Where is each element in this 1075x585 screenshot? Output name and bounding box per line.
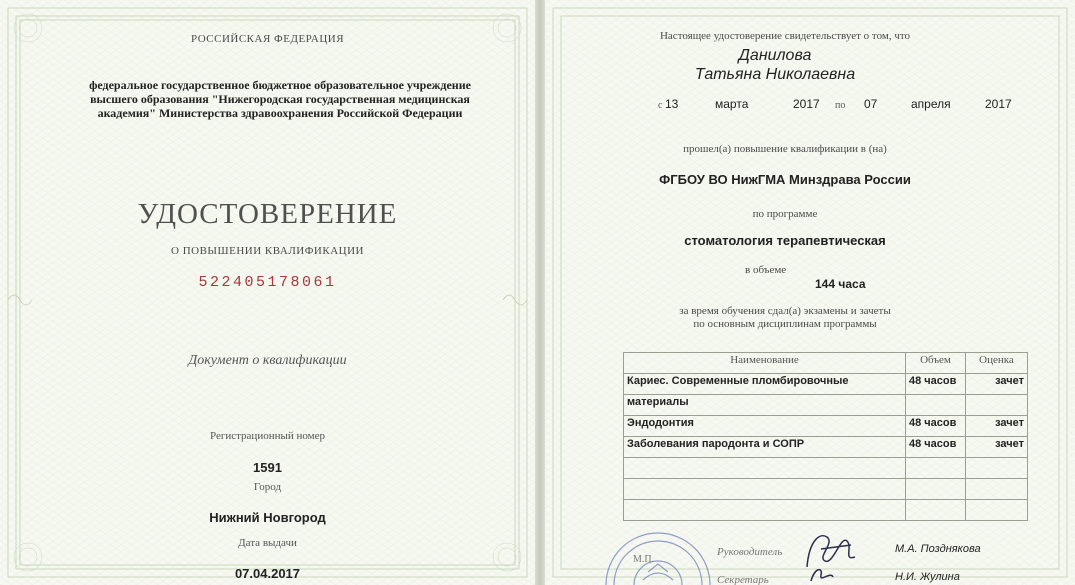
head-name: М.А. Позднякова <box>895 543 981 555</box>
column-header-name: Наименование <box>624 353 906 374</box>
subject-name: Эндодонтия <box>624 416 906 437</box>
registration-number: 1591 <box>253 460 282 475</box>
table-header-row <box>624 353 1028 374</box>
subject-grade <box>966 479 1028 500</box>
left-page <box>0 0 535 585</box>
table-row <box>624 416 1028 437</box>
document-subtitle: О ПОВЫШЕНИИ КВАЛИФИКАЦИИ <box>171 245 364 257</box>
document-serial-number: 522405178061 <box>198 274 337 291</box>
issue-date: 07.04.2017 <box>234 566 301 581</box>
country-heading: РОССИЙСКАЯ ФЕДЕРАЦИЯ <box>190 33 345 45</box>
institution-name: федеральное государственное бюджетное образовательное учреждение высшего образования "Нижегородская государственная медицинская академия" Министерства здравоохранения Российской Федерации <box>89 78 471 120</box>
secretary-signature <box>807 565 837 585</box>
table-row <box>624 458 1028 479</box>
completed-text: прошел(а) повышение квалификации в (на) <box>683 143 887 155</box>
subject-hours: 48 часов <box>906 416 966 437</box>
document-title: УДОСТОВЕРЕНИЕ <box>137 198 398 230</box>
subject-grade: зачет <box>966 416 1028 437</box>
secretary-label: Секретарь <box>717 574 769 585</box>
subjects-table <box>623 352 1028 521</box>
subject-grade <box>966 500 1028 521</box>
exams-text-line-2: по основным дисциплинам программы <box>693 318 877 330</box>
subject-hours <box>906 395 966 416</box>
secretary-name: Н.И. Жулина <box>895 571 960 583</box>
subject-name <box>624 458 906 479</box>
training-organization: ФГБОУ ВО НижГМА Минздрава России <box>659 172 911 187</box>
column-header-volume: Объем <box>906 353 966 374</box>
date-from-month: марта <box>715 97 749 111</box>
subject-hours: 48 часов <box>906 437 966 458</box>
subject-name <box>624 479 906 500</box>
issue-date-label: Дата выдачи <box>238 537 297 549</box>
subject-grade: зачет <box>966 374 1028 395</box>
certifies-text: Настоящее удостоверение свидетельствует о том, что <box>659 30 911 42</box>
date-from-day: 13 <box>665 97 679 111</box>
registration-number-label: Регистрационный номер <box>209 430 326 442</box>
date-to-year: 2017 <box>985 97 1012 111</box>
subject-grade <box>966 395 1028 416</box>
head-label: Руководитель <box>717 546 783 558</box>
holder-last-name: Данилова <box>738 47 812 64</box>
city-value: Нижний Новгород <box>209 510 326 525</box>
volume-label: в объеме <box>745 264 787 276</box>
subject-grade: зачет <box>966 437 1028 458</box>
city-label: Город <box>253 481 282 493</box>
subject-name: Заболевания пародонта и СОПР <box>624 437 906 458</box>
table-row <box>624 395 1028 416</box>
book-spine <box>535 0 545 585</box>
date-from-prep: с <box>658 100 663 111</box>
date-to-day: 07 <box>864 97 878 111</box>
date-from-year: 2017 <box>793 97 820 111</box>
subject-hours <box>906 479 966 500</box>
column-header-grade: Оценка <box>966 353 1028 374</box>
exams-text-line-1: за время обучения сдал(а) экзамены и зачеты <box>679 305 891 317</box>
date-to-prep: по <box>835 100 846 111</box>
subject-name: материалы <box>624 395 906 416</box>
program-name: стоматология терапевтическая <box>684 233 886 248</box>
subject-hours: 48 часов <box>906 374 966 395</box>
right-page <box>545 0 1075 585</box>
subject-name: Кариес. Современные пломбировочные <box>624 374 906 395</box>
program-label: по программе <box>752 208 818 220</box>
subject-grade <box>966 458 1028 479</box>
volume-value: 144 часа <box>815 277 866 291</box>
table-row <box>624 479 1028 500</box>
table-row <box>624 374 1028 395</box>
table-row <box>624 437 1028 458</box>
stamp-place-label: М.П. <box>633 554 655 565</box>
subject-hours <box>906 500 966 521</box>
official-seal-stamp <box>603 510 713 585</box>
subject-hours <box>906 458 966 479</box>
holder-first-names: Татьяна Николаевна <box>694 66 856 83</box>
document-type: Документ о квалификации <box>188 353 347 368</box>
date-to-month: апреля <box>911 97 951 111</box>
